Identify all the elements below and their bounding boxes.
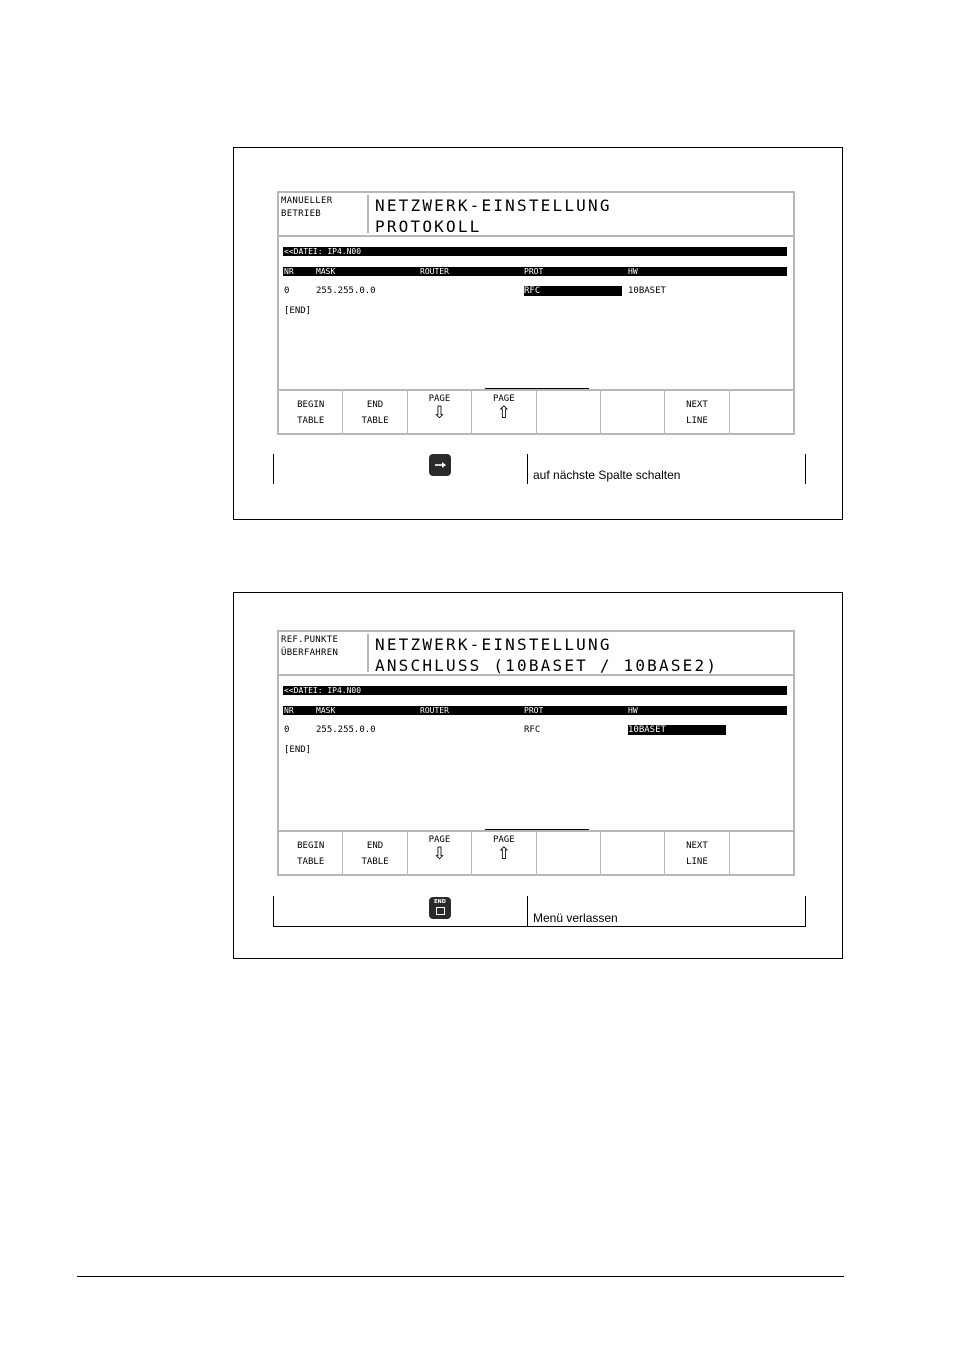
softkey-label: NEXT <box>686 841 708 851</box>
empty-softkey[interactable] <box>601 832 665 874</box>
control-screen <box>277 630 795 876</box>
page-up-softkey[interactable] <box>472 832 536 874</box>
caption-text: auf nächste Spalte schalten <box>533 468 681 482</box>
operating-mode <box>281 195 369 233</box>
file-bar <box>283 686 787 695</box>
col-prot: PROT <box>524 706 544 715</box>
screen-title <box>375 195 612 237</box>
caption-baseline <box>273 926 806 927</box>
mode-line-1: MANUELLER <box>281 196 333 206</box>
footer-rule <box>77 1276 844 1277</box>
figure-protocol <box>233 147 843 520</box>
file-label: <<DATEI: IP4.N00 <box>284 247 362 256</box>
cell-hw-highlight[interactable]: 10BASET <box>628 725 726 735</box>
page-up-softkey[interactable] <box>472 391 536 433</box>
file-label: <<DATEI: IP4.N00 <box>284 686 362 695</box>
softkey-label: BEGIN <box>297 400 325 410</box>
softkey-label: PAGE <box>492 835 515 845</box>
softkey-label: NEXT <box>686 400 708 410</box>
cell-mask[interactable]: 255.255.0.0 <box>316 725 376 735</box>
key-caption <box>273 454 806 486</box>
end-key-icon <box>429 897 451 919</box>
control-screen <box>277 191 795 435</box>
mode-line-2: ÜBERFAHREN <box>281 648 339 658</box>
end-key-label: END <box>434 899 446 905</box>
divider <box>273 896 274 927</box>
softkey-row <box>279 389 793 433</box>
softkey-label: PAGE <box>428 394 451 404</box>
cell-nr[interactable]: 0 <box>284 725 290 735</box>
softkey-label: TABLE <box>297 857 325 867</box>
mode-line-1: REF.PUNKTE <box>281 635 339 645</box>
column-header-bar <box>283 706 787 715</box>
column-header-bar <box>283 267 787 276</box>
col-router: ROUTER <box>420 267 449 276</box>
mode-line-2: BETRIEB <box>281 209 322 219</box>
table-row[interactable] <box>283 725 787 736</box>
cell-prot[interactable] <box>524 286 622 297</box>
cell-mask[interactable]: 255.255.0.0 <box>316 286 376 296</box>
softkey-label: BEGIN <box>297 841 325 851</box>
col-mask: MASK <box>316 706 336 715</box>
begin-table-softkey[interactable] <box>279 391 343 433</box>
divider <box>805 896 806 927</box>
softkey-label: LINE <box>686 416 708 426</box>
cell-prot-highlight[interactable]: RFC <box>524 286 622 296</box>
divider <box>273 454 274 484</box>
softkey-label: TABLE <box>297 416 325 426</box>
empty-softkey[interactable] <box>537 391 601 433</box>
col-mask: MASK <box>316 267 336 276</box>
cell-prot[interactable]: RFC <box>524 725 541 735</box>
page-down-softkey[interactable] <box>408 391 472 433</box>
softkey-label: PAGE <box>492 394 515 404</box>
cell-hw[interactable]: 10BASET <box>628 286 666 296</box>
title-line-1: NETZWERK-EINSTELLUNG <box>375 635 612 654</box>
arrow-right-key-icon <box>429 454 451 476</box>
next-line-softkey[interactable] <box>665 391 729 433</box>
caption-text: Menü verlassen <box>533 911 618 925</box>
arrow-down-icon: ⇩ <box>432 844 447 864</box>
cell-hw[interactable] <box>628 725 726 736</box>
softkey-label: LINE <box>686 857 708 867</box>
softkey-row <box>279 830 793 874</box>
screen-title <box>375 634 718 676</box>
softkey-label: END <box>366 841 384 851</box>
screen-header <box>279 193 793 237</box>
file-bar <box>283 247 787 256</box>
softkey-label: TABLE <box>361 857 389 867</box>
end-marker: [END] <box>284 306 312 316</box>
divider <box>527 454 528 484</box>
cell-nr[interactable]: 0 <box>284 286 290 296</box>
softkey-label: END <box>366 400 384 410</box>
square-icon <box>436 907 445 915</box>
col-prot: PROT <box>524 267 544 276</box>
begin-table-softkey[interactable] <box>279 832 343 874</box>
empty-softkey[interactable] <box>601 391 665 433</box>
screen-header <box>279 632 793 676</box>
key-caption <box>273 896 806 928</box>
divider <box>805 454 806 484</box>
col-hw: HW <box>628 267 638 276</box>
operating-mode <box>281 634 369 672</box>
next-line-softkey[interactable] <box>665 832 729 874</box>
col-router: ROUTER <box>420 706 449 715</box>
softkey-label: PAGE <box>428 835 451 845</box>
col-nr: NR <box>284 267 294 276</box>
empty-softkey[interactable] <box>730 391 793 433</box>
end-marker: [END] <box>284 745 312 755</box>
end-row <box>283 306 787 317</box>
arrow-down-icon: ⇩ <box>432 403 447 423</box>
divider <box>527 896 528 927</box>
page-down-softkey[interactable] <box>408 832 472 874</box>
table-row[interactable] <box>283 286 787 297</box>
title-line-1: NETZWERK-EINSTELLUNG <box>375 196 612 215</box>
arrow-up-icon: ⇧ <box>496 844 511 864</box>
softkey-label: TABLE <box>361 416 389 426</box>
col-hw: HW <box>628 706 638 715</box>
title-line-2: PROTOKOLL <box>375 217 482 236</box>
figure-connection <box>233 592 843 959</box>
empty-softkey[interactable] <box>537 832 601 874</box>
col-nr: NR <box>284 706 294 715</box>
title-line-2: ANSCHLUSS (10BASET / 10BASE2) <box>375 656 719 675</box>
end-row <box>283 745 787 756</box>
arrow-up-icon: ⇧ <box>496 403 511 423</box>
end-table-softkey[interactable] <box>343 391 407 433</box>
empty-softkey[interactable] <box>730 832 793 874</box>
end-table-softkey[interactable] <box>343 832 407 874</box>
